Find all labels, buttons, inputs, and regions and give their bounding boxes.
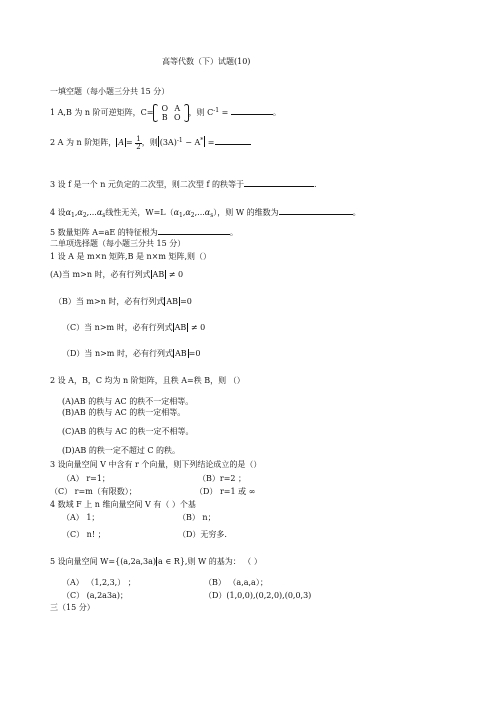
alpha-sb-sub: s — [210, 212, 214, 219]
q4-text-mid1: 线性无关，W=L（ — [105, 208, 174, 217]
q3-end: . — [313, 180, 317, 189]
choice-4-option-d[interactable]: （D）无穷多. — [178, 530, 227, 539]
q5-text: 5 数量矩阵 A=aE 的特征根为 — [50, 228, 158, 237]
option-a-text: (A)当 m>n 时，必有行列式 — [50, 270, 151, 279]
matrix-b: B — [161, 113, 168, 122]
choice-1-option-c[interactable] — [62, 323, 205, 333]
comma-4: , — [194, 208, 198, 217]
choice-3-option-a[interactable]: （A） r=1； — [62, 474, 110, 483]
alpha-1b-sub: 1 — [179, 212, 183, 219]
q2-expr-b: − A — [182, 138, 201, 147]
q2-text-pre: 2 A 为 n 阶矩阵， — [50, 138, 117, 147]
fill-question-3 — [50, 179, 317, 190]
choice-question-1-stem: 1 设 A 是 m×n 矩阵,B 是 n×m 矩阵,则（） — [50, 252, 212, 261]
choice-1-option-d[interactable] — [62, 349, 200, 359]
comma-2: , — [86, 208, 90, 217]
choice-3-option-b[interactable]: （B）r=2 ； — [198, 474, 247, 483]
choice-4-option-b[interactable]: （B） n； — [178, 513, 216, 522]
det-ab: AB — [166, 297, 179, 306]
answer-blank-1[interactable] — [231, 107, 273, 115]
choice-2-option-c[interactable]: (C)AB 的秩与 AC 的秩一定不相等。 — [62, 427, 194, 436]
alpha-1-sub: 1 — [71, 212, 75, 219]
option-a-relation: ≠ 0 — [166, 270, 184, 279]
q5-stem-post: },则 W 的基为： （ ） — [179, 557, 262, 566]
alpha-s: α — [96, 208, 103, 217]
alpha-2b-sub: 2 — [190, 212, 195, 219]
set-condition: a ∈ R — [158, 557, 180, 566]
q4-text-pre: 4 设 — [50, 208, 66, 217]
alpha-s-sub: s — [102, 212, 106, 219]
choice-5-option-d[interactable]: （D）(1,0,0),(0,2,0),(0,0,3) — [204, 591, 312, 600]
q1-end: 。 — [272, 108, 281, 117]
answer-blank-2[interactable] — [215, 137, 251, 145]
choice-4-option-a[interactable]: （A） 1； — [62, 513, 100, 522]
fill-question-4 — [50, 207, 361, 221]
alpha-sb: α — [204, 208, 211, 217]
choice-3-option-c[interactable]: （C） r=m（有限数）； — [50, 487, 137, 496]
answer-blank-5[interactable] — [158, 227, 230, 235]
fraction-denominator: 2 — [136, 142, 141, 151]
q2-equals: = — [125, 138, 136, 147]
option-c-relation: ≠ 0 — [188, 323, 206, 332]
choice-2-option-a[interactable]: (A)AB 的秩与 AC 的秩不一定相等。 — [62, 397, 194, 406]
choice-5-option-a[interactable]: （A） （1,2,3,） ； — [62, 578, 136, 587]
matrix-a: A — [174, 104, 181, 113]
choice-5-option-c[interactable]: （C） (a,2a3a)； — [62, 591, 128, 600]
q4-end: 。 — [352, 208, 361, 217]
q2-adjugate-sup: * — [200, 137, 204, 144]
choice-question-2-stem: 2 设 A，B，C 均为 n 阶矩阵，且秩 A=秩 B，则 （） — [50, 376, 245, 385]
alpha-2b: α — [185, 208, 191, 217]
matrix-o-bottom: O — [174, 113, 181, 122]
comma-3: , — [182, 208, 186, 217]
q2-expr-a: (3A) — [159, 138, 177, 147]
det-a: A — [118, 138, 124, 147]
choice-2-option-d[interactable]: (D)AB 的秩一定不超过 C 的秩。 — [62, 446, 181, 455]
option-d-relation: =0 — [188, 349, 201, 358]
det-ab: AB — [174, 323, 187, 332]
fill-question-1 — [50, 100, 281, 124]
option-d-text: （D）当 n>m 时，必有行列式 — [62, 349, 173, 358]
choice-question-3-stem: 3 设向量空间 V 中含有 r 个向量，则下列结论成立的是（） — [50, 460, 262, 469]
q3-text: 3 设 f 是一个 n 元负定的二次型，则二次型 f 的秩等于 — [50, 180, 244, 189]
fill-question-2 — [50, 134, 251, 152]
section-1-heading: 一填空题（每小题三分共 15 分） — [50, 87, 170, 96]
option-b-relation: =0 — [180, 297, 192, 306]
choice-question-5-stem — [50, 557, 262, 567]
choice-2-option-b[interactable]: (B)AB 的秩与 AC 的秩一定相等。 — [62, 408, 186, 417]
q1-text-pre: 1 A,B 为 n 阶可逆矩阵，C= — [50, 108, 154, 117]
q5-end: 。 — [229, 228, 238, 237]
det-ab: AB — [174, 349, 187, 358]
q1-inverse-sup: -1 — [213, 107, 220, 114]
q2-equals-2: = — [205, 138, 215, 147]
section-2-heading: 二单项选择题（每小题三分共 15 分） — [50, 239, 186, 248]
q1-equals: = — [219, 108, 231, 117]
q2-inverse-sup: -1 — [176, 137, 183, 144]
answer-blank-4[interactable] — [279, 207, 353, 215]
choice-1-option-b[interactable] — [54, 297, 192, 307]
fraction-numerator: 1 — [136, 134, 141, 143]
alpha-1: α — [65, 208, 72, 217]
comma-1: , — [74, 208, 78, 217]
det-ab: AB — [152, 270, 165, 279]
choice-5-option-b[interactable]: （B） （a,a,a）； — [204, 578, 268, 587]
answer-blank-3[interactable] — [244, 179, 314, 187]
block-matrix — [153, 104, 188, 122]
choice-question-4-stem: 4 数域 F 上 n 维向量空间 V 有（ ）个基 — [50, 500, 196, 509]
section-3-heading: 三（15 分） — [50, 603, 95, 612]
option-b-text: （B）当 m>n 时，必有行列式 — [54, 297, 165, 306]
q1-text-post: ，则 C — [188, 108, 214, 117]
choice-3-option-d[interactable]: （D） r=1 或 ∞ — [195, 487, 256, 496]
dots-2: ... — [197, 208, 205, 217]
alpha-2: α — [77, 208, 83, 217]
dots-1: ... — [89, 208, 97, 217]
det-expression — [158, 136, 206, 147]
matrix-o-top: O — [161, 104, 168, 113]
option-c-text: （C）当 n>m 时，必有行列式 — [62, 323, 173, 332]
q5-stem-pre: 5 设向量空间 W={(a,2a,3a) — [50, 557, 157, 566]
choice-1-option-a[interactable] — [50, 270, 183, 280]
q4-text-mid2: ），则 W 的维数为 — [213, 208, 279, 217]
alpha-1b: α — [173, 208, 179, 217]
choice-4-option-c[interactable]: （C） n! ； — [62, 530, 106, 539]
alpha-2-sub: 2 — [82, 212, 87, 219]
page-title: 高等代数（下）试题(10) — [162, 57, 251, 66]
fill-question-5 — [50, 227, 238, 238]
q2-text-mid: ，则 — [141, 138, 158, 147]
